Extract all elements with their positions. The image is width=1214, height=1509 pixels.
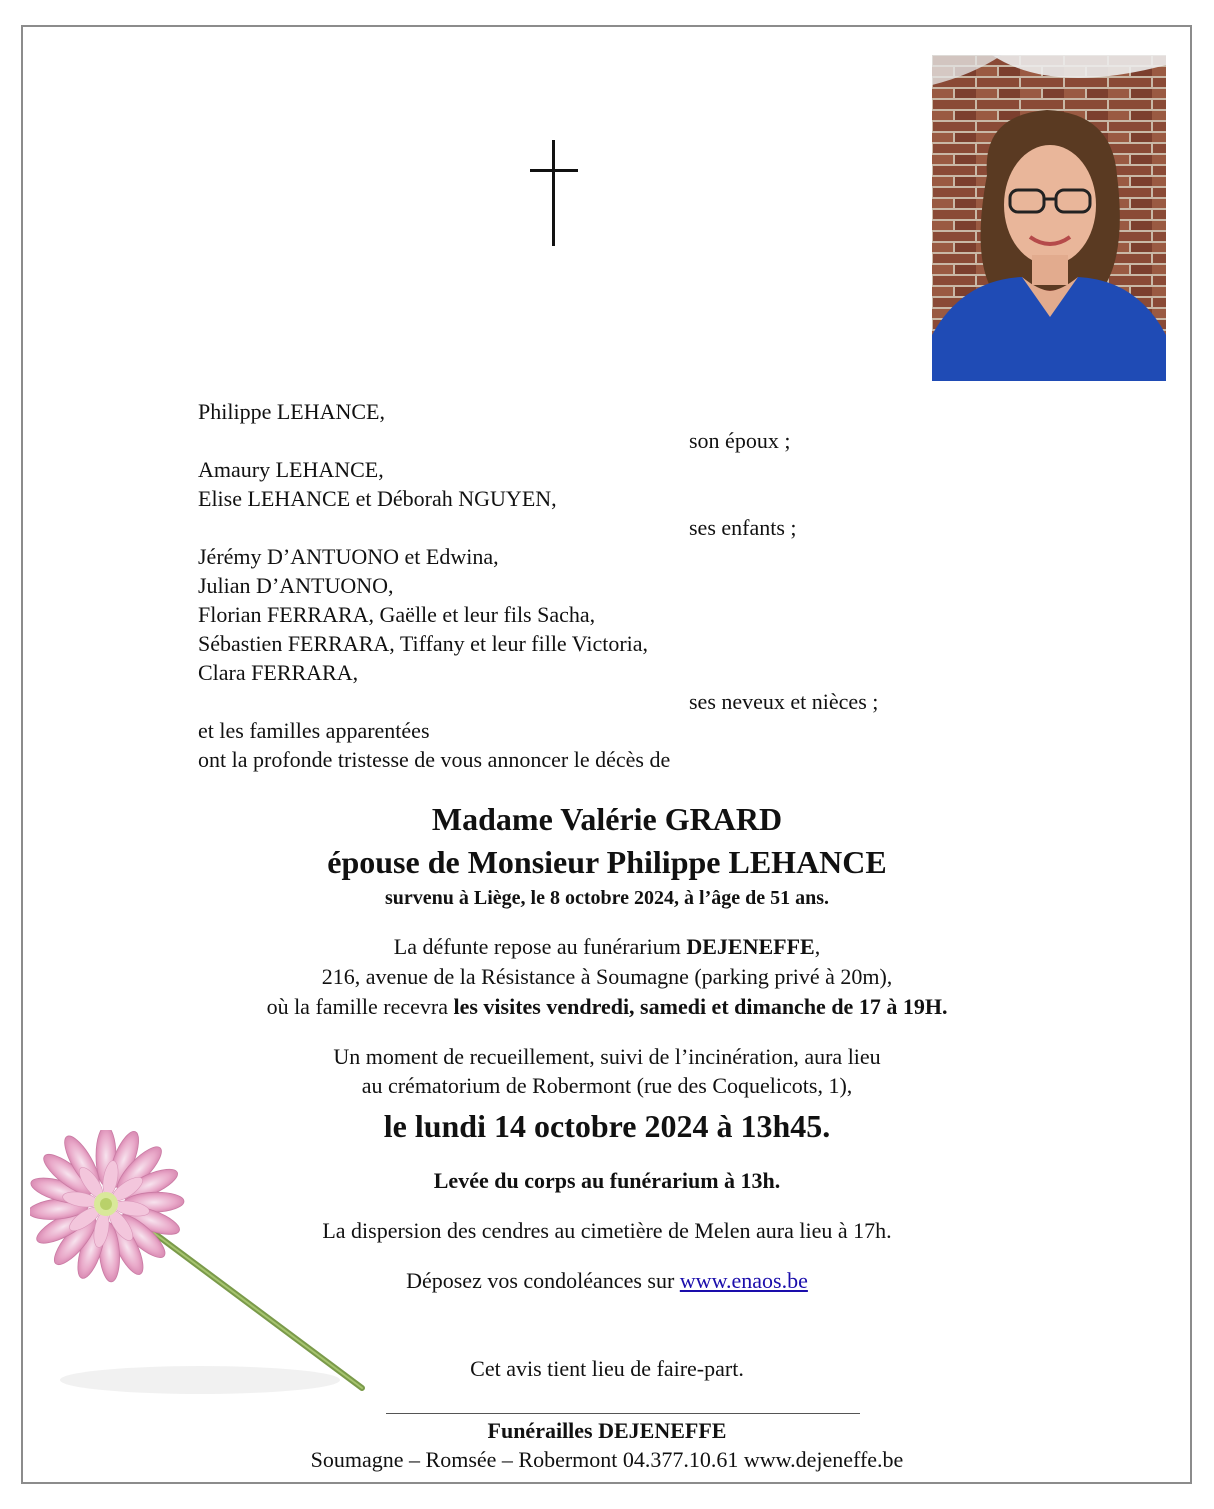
rest-address: 216, avenue de la Résistance à Soumagne (parking privé à 20m), xyxy=(321,964,893,989)
nephew-line: Jérémy D’ANTUONO et Edwina, xyxy=(198,544,499,569)
funeral-home-name: DEJENEFFE xyxy=(686,934,815,959)
footer-company: Funérailles DEJENEFFE xyxy=(487,1418,727,1443)
nephew-line: Clara FERRARA, xyxy=(198,660,359,685)
visits-line: où la famille recevra les visites vendredi, samedi et dimanche de 17 à 19H. xyxy=(266,994,948,1019)
notice-line: Cet avis tient lieu de faire-part. xyxy=(470,1356,744,1381)
closing-line: et les familles apparentées xyxy=(198,718,430,743)
closing-line: ont la profonde tristesse de vous annoncer le décès de xyxy=(198,747,671,772)
nephew-line: Sébastien FERRARA, Tiffany et leur fille Victoria, xyxy=(198,631,649,656)
dispersion-line: La dispersion des cendres au cimetière de Melen aura lieu à 17h. xyxy=(322,1218,892,1243)
nephew-line: Florian FERRARA, Gaëlle et leur fils Sacha, xyxy=(198,602,596,627)
footer-divider xyxy=(386,1413,860,1414)
ceremony-line-1: Un moment de recueillement, suivi de l’incinération, aura lieu xyxy=(333,1044,881,1069)
death-details: survenu à Liège, le 8 octobre 2024, à l’âge de 51 ans. xyxy=(384,887,830,909)
flower-image xyxy=(30,1130,390,1420)
condolences-line: Déposez vos condoléances sur www.enaos.be xyxy=(406,1268,808,1293)
cross-icon xyxy=(530,140,578,246)
child-line: Amaury LEHANCE, xyxy=(198,457,384,482)
portrait-photo xyxy=(932,55,1166,381)
nephew-line: Julian D’ANTUONO, xyxy=(198,573,394,598)
deceased-name: Madame Valérie GRARD xyxy=(431,801,783,837)
nephews-relation: ses neveux et nièces ; xyxy=(689,689,879,714)
visits-hours: les visites vendredi, samedi et dimanche de 17 à 19H. xyxy=(453,994,948,1019)
ceremony-date: le lundi 14 octobre 2024 à 13h45. xyxy=(383,1108,831,1144)
ceremony-line-2: au crématorium de Robermont (rue des Coquelicots, 1), xyxy=(361,1073,853,1098)
rest-line-1: La défunte repose au funérarium DEJENEFFE, xyxy=(393,934,821,959)
footer-details: Soumagne – Romsée – Robermont 04.377.10.61 www.dejeneffe.be xyxy=(310,1447,904,1472)
children-relation: ses enfants ; xyxy=(689,515,797,540)
spouse-name: Philippe LEHANCE, xyxy=(198,399,385,424)
child-line: Elise LEHANCE et Déborah NGUYEN, xyxy=(198,486,557,511)
spouse-relation: son époux ; xyxy=(689,428,791,453)
condolences-link[interactable]: www.enaos.be xyxy=(679,1268,808,1293)
deceased-spouse-line: épouse de Monsieur Philippe LEHANCE xyxy=(327,844,887,880)
levee-line: Levée du corps au funérarium à 13h. xyxy=(433,1168,781,1193)
